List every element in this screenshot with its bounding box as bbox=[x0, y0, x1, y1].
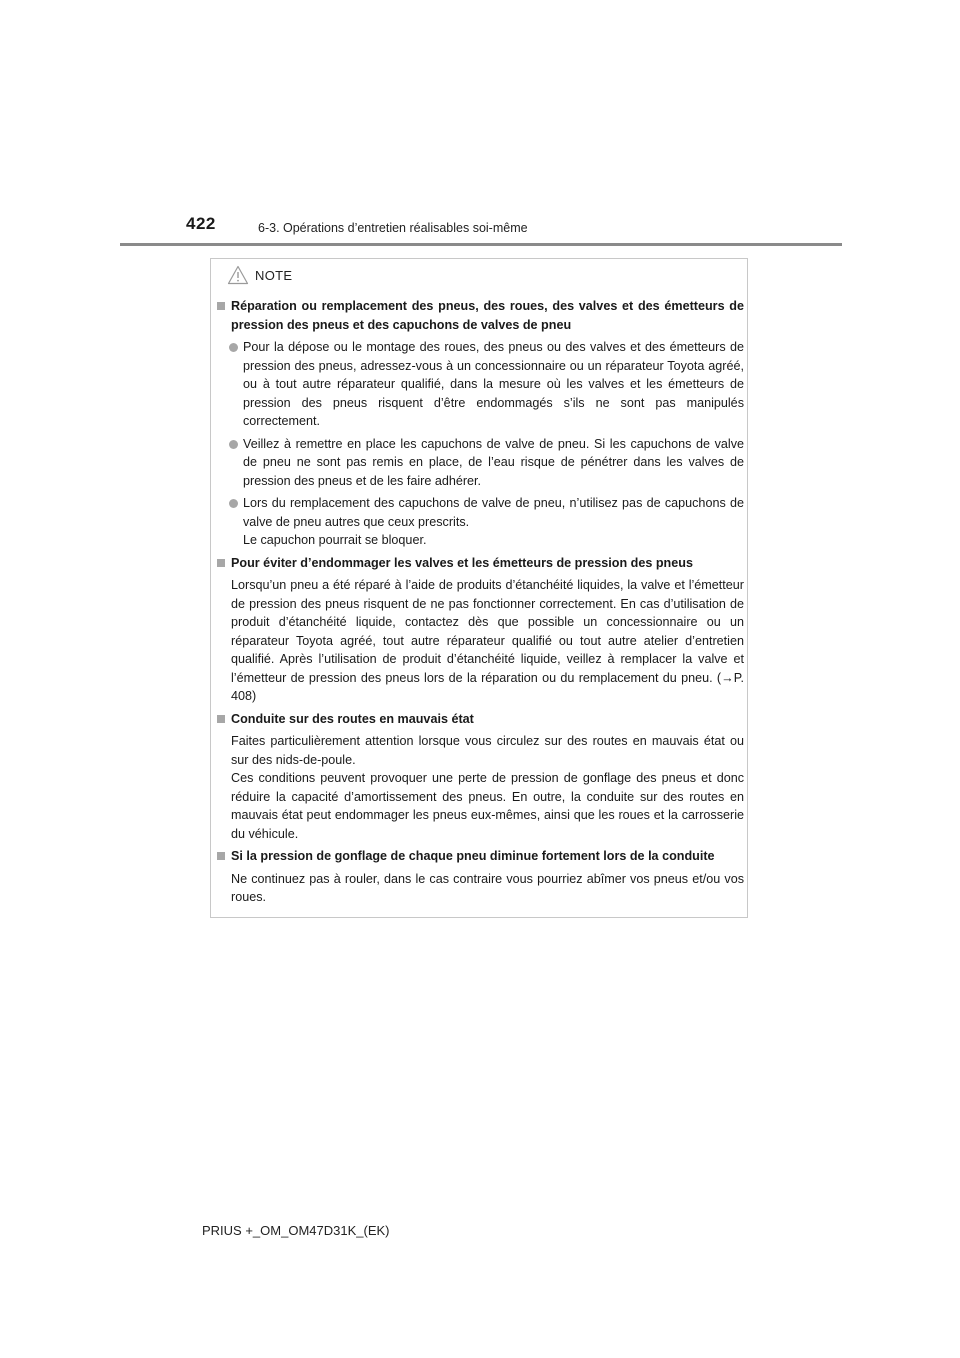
note-section bbox=[217, 554, 744, 706]
section-heading bbox=[217, 297, 744, 334]
circle-bullet-icon bbox=[229, 440, 238, 449]
note-header bbox=[227, 265, 292, 285]
warning-triangle-icon bbox=[227, 265, 249, 285]
note-section bbox=[217, 847, 744, 907]
note-box bbox=[210, 258, 748, 918]
note-section bbox=[217, 297, 744, 550]
list-item-line: Lors du remplacement des capuchons de valve de pneu, n’utilisez pas de capuchons de valve de pneu autres que ceux prescrits. bbox=[243, 496, 744, 529]
page-number: 422 bbox=[186, 214, 216, 233]
section-heading-text: Pour éviter d’endommager les valves et les émetteurs de pression des pneus bbox=[231, 555, 693, 570]
list-item-text: Pour la dépose ou le montage des roues, des pneus ou des valves et des émetteurs de pression des pneus, adressez-vous à un concessionnaire ou un réparateur Toyota agréé, ou à tout autre réparateur qualifié, dans la mesure où les valves et les émetteurs de pression des pneus risquent d’être endommagés s’ils ne sont pas manipulés correctement. bbox=[243, 340, 744, 428]
section-body-line: Faites particulièrement attention lorsque vous circulez sur des routes en mauvais état ou sur des nids-de-poule. bbox=[231, 734, 744, 767]
list-item bbox=[229, 338, 744, 431]
section-heading bbox=[217, 554, 744, 573]
section-heading-text: Conduite sur des routes en mauvais état bbox=[231, 711, 474, 726]
list-item-line: Le capuchon pourrait se bloquer. bbox=[243, 533, 427, 547]
section-body: Ne continuez pas à rouler, dans le cas contraire vous pourriez abîmer vos pneus et/ou vos roues. bbox=[231, 871, 744, 904]
square-bullet-icon bbox=[217, 852, 225, 860]
page-header bbox=[0, 0, 960, 250]
circle-bullet-icon bbox=[229, 499, 238, 508]
section-heading bbox=[217, 710, 744, 729]
note-content bbox=[217, 297, 744, 911]
square-bullet-icon bbox=[217, 302, 225, 310]
note-section bbox=[217, 710, 744, 844]
section-heading-text: Si la pression de gonflage de chaque pneu diminue fortement lors de la conduite bbox=[231, 849, 715, 863]
list-item bbox=[229, 494, 744, 550]
section-body-line: Ces conditions peuvent provoquer une perte de pression de gonflage des pneus et donc réduire la capacité d’amortissement des pneus. En outre, la conduite sur des routes en mauvais état peut endommager les pneus eux-mêmes, ainsi que les roues et la carrosserie du véhicule. bbox=[231, 771, 744, 841]
section-heading-text: Réparation ou remplacement des pneus, des roues, des valves et des émetteurs de pression des pneus et des capuchons de valves de pneu bbox=[231, 299, 744, 332]
list-item-text: Veillez à remettre en place les capuchons de valve de pneu. Si les capuchons de valve de pneu ne sont pas remis en place, de l’eau risque de pénétrer dans les valves de pression des pneus et de les faire adhérer. bbox=[243, 436, 744, 488]
section-body bbox=[231, 732, 744, 843]
circle-bullet-icon bbox=[229, 343, 238, 352]
list-item bbox=[229, 435, 744, 491]
section-title: 6-3. Opérations d’entretien réalisables soi-même bbox=[258, 221, 528, 235]
square-bullet-icon bbox=[217, 715, 225, 723]
list-item-text bbox=[243, 494, 744, 550]
section-body: Lorsqu’un pneu a été réparé à l’aide de produits d’étanchéité liquides, la valve et l’émetteur de pression des pneus risquent de ne pas fonctionner correctement. En cas d’utilisation de produit d’étanchéité liquide, contactez dès que possible un concessionnaire ou un réparateur Toyota agréé, tout autre réparateur qualifié ou tout autre atelier d’entretien qualifié. Après l’utilisation de produit d’étanchéité liquide, veillez à remplacer la valve et l’émetteur de pression des pneus lors de la réparation ou du remplacement du pneu. (→P. 408) bbox=[231, 578, 744, 703]
note-label: NOTE bbox=[255, 267, 293, 283]
header-divider bbox=[120, 243, 842, 246]
section-heading bbox=[217, 847, 744, 866]
square-bullet-icon bbox=[217, 559, 225, 567]
document-code: PRIUS +_OM_OM47D31K_(EK) bbox=[202, 1223, 390, 1238]
